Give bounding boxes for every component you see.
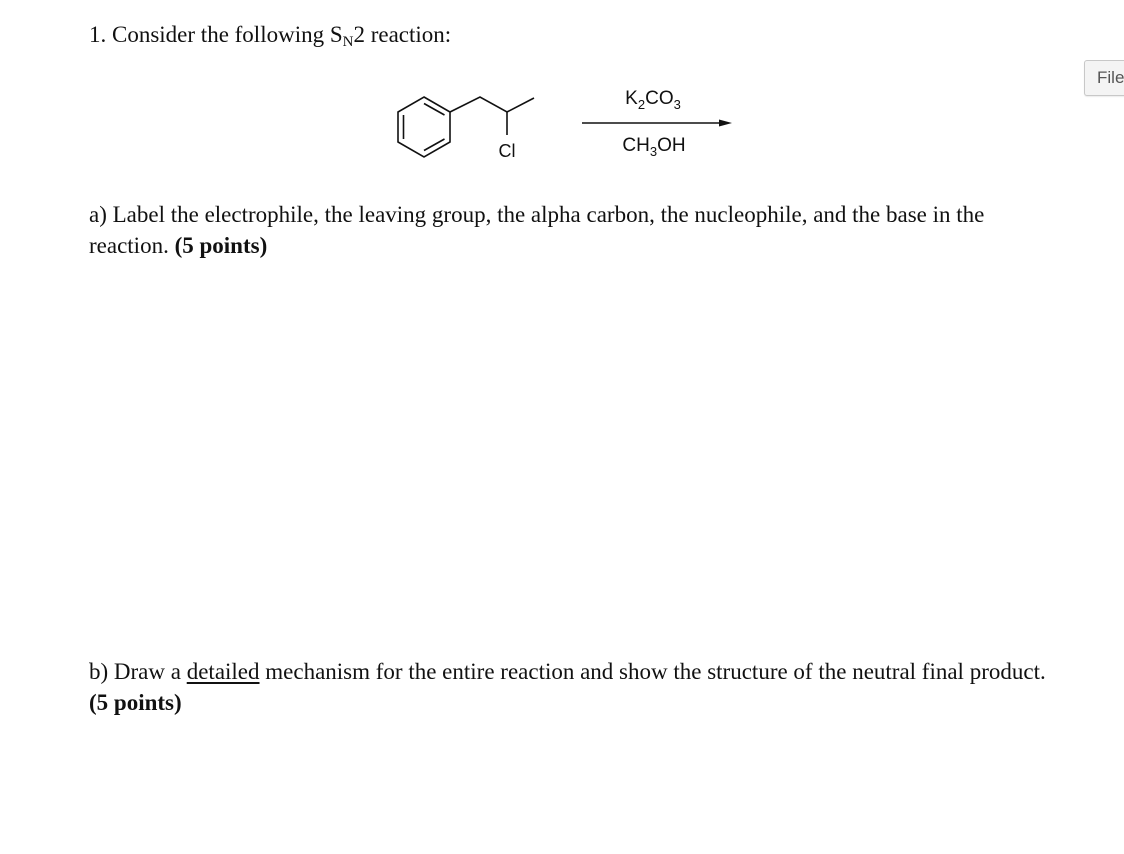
question-title-subscript: N — [342, 34, 354, 50]
part-a-text: a) Label the electrophile, the leaving group, the alpha carbon, the nucleophile, and the base in the reaction. — [89, 202, 985, 258]
reagent-bottom-part1: CH — [622, 135, 650, 156]
part-a-points: (5 points) — [174, 233, 268, 258]
reaction-scheme — [380, 78, 760, 178]
part-b-suffix: mechanism for the entire reaction and show the structure of the neutral final product. — [265, 659, 1046, 684]
part-b-prompt — [89, 656, 1069, 718]
question-title-suffix: 2 reaction: — [353, 22, 452, 47]
part-b-points: (5 points) — [89, 690, 182, 715]
chlorine-label: Cl — [498, 141, 516, 161]
reagent-top-sub2: 3 — [673, 97, 681, 112]
reaction-svg — [380, 78, 760, 178]
part-b-prefix: b) Draw a — [89, 659, 181, 684]
reaction-arrow — [582, 120, 732, 127]
question-title — [89, 20, 451, 50]
question-title-prefix: Consider the following S — [112, 22, 343, 47]
part-a-prompt — [89, 199, 1069, 261]
file-button[interactable]: File — [1084, 60, 1124, 96]
reagent-top-part2: CO — [645, 88, 674, 109]
part-b-emphasis: detailed — [186, 659, 260, 684]
reagent-top-sub1: 2 — [637, 97, 646, 112]
reagent-bottom-sub1: 3 — [649, 144, 658, 159]
reagent-top-part1: K — [625, 88, 638, 109]
benzene-ring — [398, 97, 450, 157]
reagent-bottom-part2: OH — [657, 135, 686, 156]
reagent-top — [625, 88, 681, 112]
question-number: 1. — [89, 22, 107, 47]
alkyl-chain — [450, 97, 534, 135]
reagent-bottom — [622, 135, 685, 159]
